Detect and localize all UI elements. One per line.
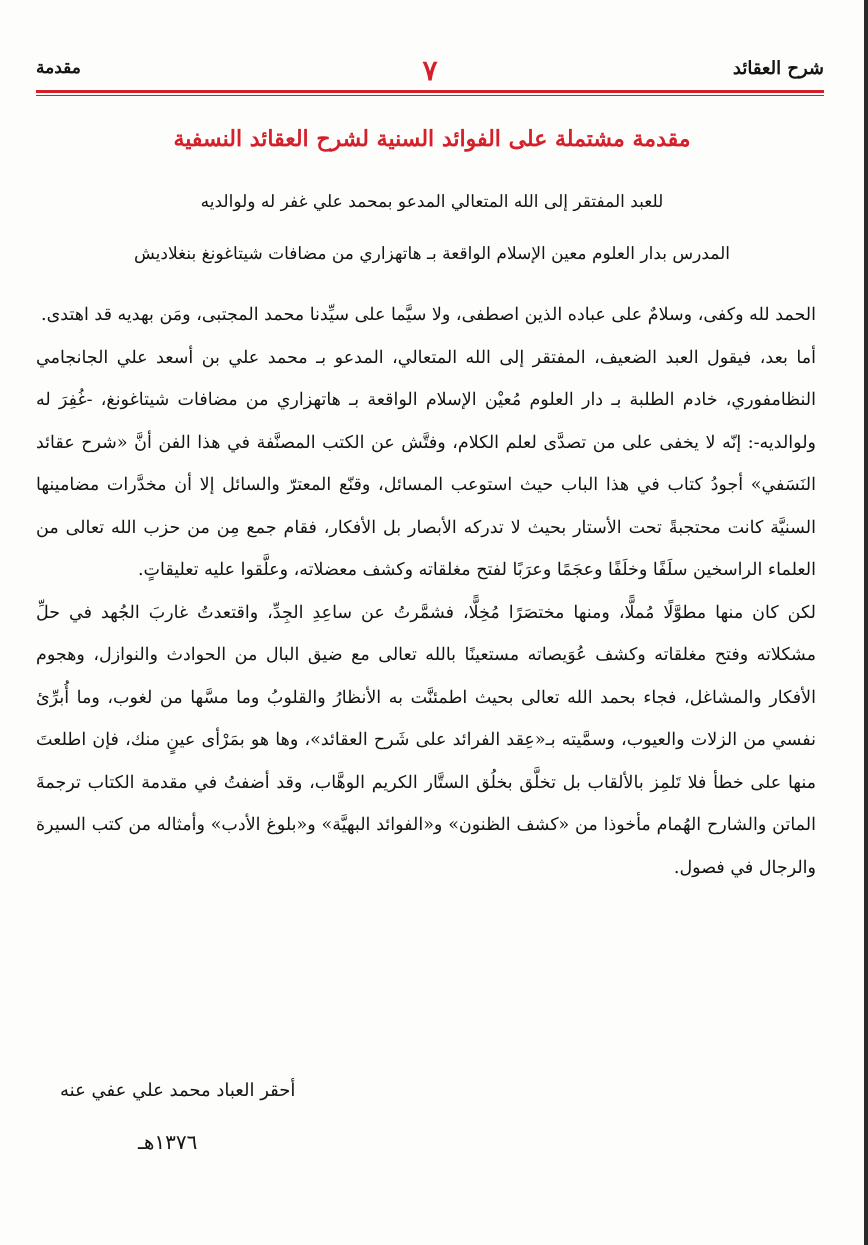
date: ١٣٧٦هـ [138, 1130, 198, 1154]
section-label: مقدمة [36, 58, 81, 78]
header-divider [36, 90, 824, 93]
paragraph: أما بعد، فيقول العبد الضعيف، المفتقر إلى الله المتعالي، المدعو بـ محمد علي بن أسعد علي الجانجامي النظامفوري، خادم الطلبة بـ دار العلوم مُعيْن الإسلام الواقعة بـ هاتهزاري من مضافات شيتاغونغ، -غُفِرَ له ولوالديه-: إنّه لا يخفى على من تصدَّى لعلم الكلام، وفتَّش عن الكتب المصنَّفة في هذا الفن أنَّ «شرح عقائد النَسَفي» أجودُ كتاب في هذا الباب حيث استوعب المسائل، وقنّع المعترّ والسائل إلا أن مخدَّرات مضامينها السنيَّة كانت محتجبةً تحت الأستار بحيث لا تدركه الأبصار بل الأفكار، فقام جمع مِن من حزب الله تعالى من العلماء الراسخين سلَفًا وخلَفًا وعجَمًا وعرَبًا لفتح مغلقاته وكشف معضلاته، وعلَّقوا عليه تعليقاتٍ. [36, 347, 816, 580]
book-title: شرح العقائد [732, 58, 824, 79]
header-divider-thin [36, 95, 824, 96]
paragraph: الحمد لله وكفى، وسلامٌ على عباده الذين اصطفى، ولا سيَّما على سيِّدنا محمد المجتبى، ومَن بهديه قد اهتدى. [41, 305, 816, 325]
chapter-title: مقدمة مشتملة على الفوائد السنية لشرح العقائد النسفية [173, 126, 691, 152]
paragraph: لكن كان منها مطوَّلًا مُملًّا، ومنها مختصَرًا مُخِلًّا، فشمَّرتُ عن ساعِدِ الجِدِّ، واقتعدتُ غاربَ الجُهد في حلِّ مشكلاته وفتح مغلقاته وكشف عُوَيصاته مستعينًا بالله تعالى مع ضيق البال من الحوادث والنوازل، وهجوم الأفكار والمشاغل، فجاء بحمد الله تعالى بحيث اطمئنَّت به الأنظارُ والقلوبُ وما مسَّها من لغوب، وما أُبرِّئ نفسي من الزلات والعيوب، وسمَّيته بـ«عِقد الفرائد على شَرح العقائد»، وها هو بمَرْأى عينٍ منك، فإن اطلعتَ منها على خطأ فلا تَلمِز بالألقاب بل تخلَّق بخلُق الستَّار الكريم الوهَّاب، وقد أضفتُ في مقدمة الكتاب ترجمةَ الماتن والشارح الهُمام مأخوذا من «كشف الظنون» و«الفوائد البهيَّة» و«بلوغ الأدب» وأمثاله من كتب السيرة والرجال في فصول. [36, 602, 816, 878]
signature: أحقر العباد محمد علي عفي عنه [60, 1080, 296, 1101]
body-text [36, 294, 816, 889]
page-header [36, 50, 824, 90]
page-number: ٧ [422, 54, 438, 87]
author-line: للعبد المفتقر إلى الله المتعالي المدعو بمحمد علي غفر له ولوالديه [200, 192, 664, 212]
author-affiliation-line: المدرس بدار العلوم معين الإسلام الواقعة بـ هاتهزاري من مضافات شيتاغونغ بنغلاديش [134, 244, 730, 264]
